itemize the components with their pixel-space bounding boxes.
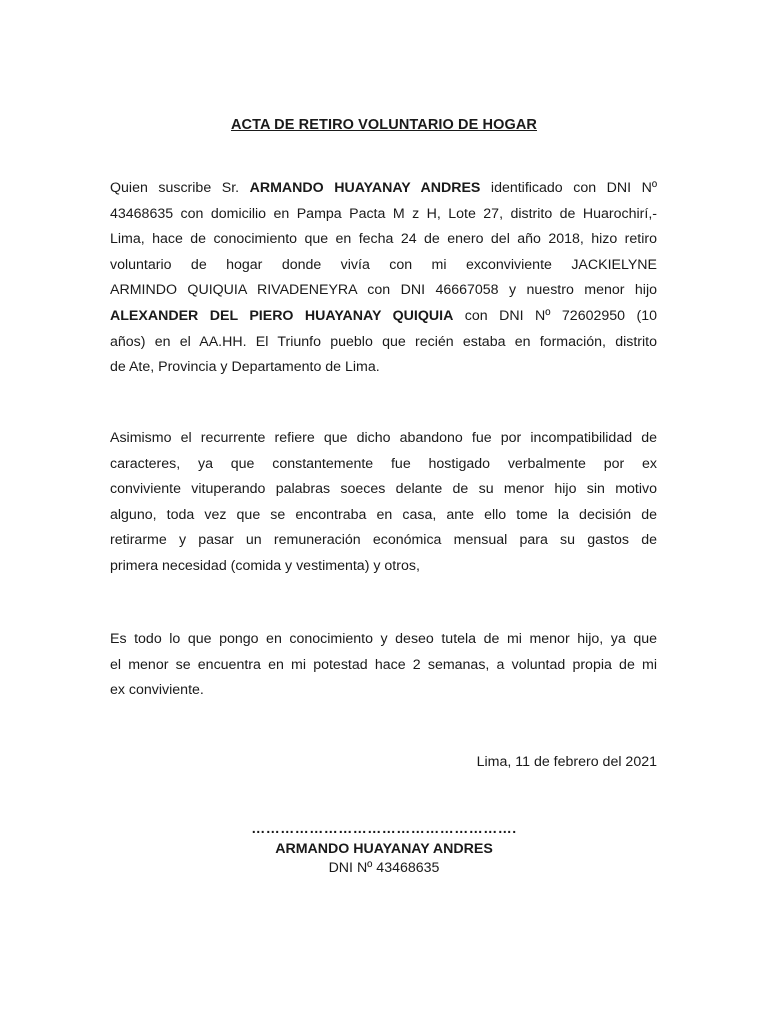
paragraph-1-line-2: 43468635 con domicilio en Pampa Pacta M z H, Lote 27, distrito de Huarochirí,- xyxy=(110,205,657,222)
signature-line: ………………………………………………. xyxy=(251,820,517,836)
paragraph-1-line-5: ARMINDO QUIQUIA RIVADENEYRA con DNI 46667058 y nuestro menor hijo xyxy=(110,282,657,299)
signatory-name: ARMANDO HUAYANAY ANDRES xyxy=(275,841,493,857)
paragraph-1-line-3: Lima, hace de conocimiento que en fecha 24 de enero del año 2018, hizo retiro xyxy=(110,231,657,248)
paragraph-3-line-3: ex conviviente. xyxy=(110,682,204,699)
paragraph-1-line-1 xyxy=(110,176,657,202)
signatory-dni: DNI Nº 43468635 xyxy=(328,860,440,876)
date-line: Lima, 11 de febrero del 2021 xyxy=(476,754,657,770)
text-segment: identificado con DNI Nº xyxy=(480,180,658,196)
paragraph-1-line-8: de Ate, Provincia y Departamento de Lima. xyxy=(110,359,380,376)
paragraph-3-line-2: el menor se encuentra en mi potestad hace 2 semanas, a voluntad propia de mi xyxy=(110,656,657,673)
paragraph-1-line-6 xyxy=(110,304,657,330)
paragraph-1-line-7: años) en el AA.HH. El Triunfo pueblo que recién estaba en formación, distrito xyxy=(110,333,657,350)
text-segment: con DNI Nº 72602950 (10 xyxy=(453,307,657,324)
paragraph-2-line-3: conviviente vituperando palabras soeces delante de su menor hijo sin motivo xyxy=(110,481,657,498)
paragraph-3-line-1: Es todo lo que pongo en conocimiento y deseo tutela de mi menor hijo, ya que xyxy=(110,631,657,647)
text-segment: Quien suscribe Sr. xyxy=(110,180,250,196)
paragraph-2-line-4: alguno, toda vez que se encontraba en casa, ante ello tome la decisión de xyxy=(110,506,657,523)
paragraph-1 xyxy=(110,176,657,381)
paragraph-2-line-1: Asimismo el recurrente refiere que dicho abandono fue por incompatibilidad de xyxy=(110,430,657,446)
paragraph-2 xyxy=(110,426,657,580)
paragraph-1-line-4: voluntario de hogar donde vivía con mi exconviviente JACKIELYNE xyxy=(110,256,657,273)
document-title: ACTA DE RETIRO VOLUNTARIO DE HOGAR xyxy=(230,117,538,133)
child-name: ALEXANDER DEL PIERO HUAYANAY QUIQUIA xyxy=(110,307,454,324)
declarant-name: ARMANDO HUAYANAY ANDRES xyxy=(249,180,481,196)
paragraph-2-line-5: retirarme y pasar un remuneración económica mensual para su gastos de xyxy=(110,532,657,549)
paragraph-2-line-6: primera necesidad (comida y vestimenta) y otros, xyxy=(110,557,420,574)
paragraph-3 xyxy=(110,627,657,704)
paragraph-2-line-2: caracteres, ya que constantemente fue hostigado verbalmente por ex xyxy=(110,455,657,472)
